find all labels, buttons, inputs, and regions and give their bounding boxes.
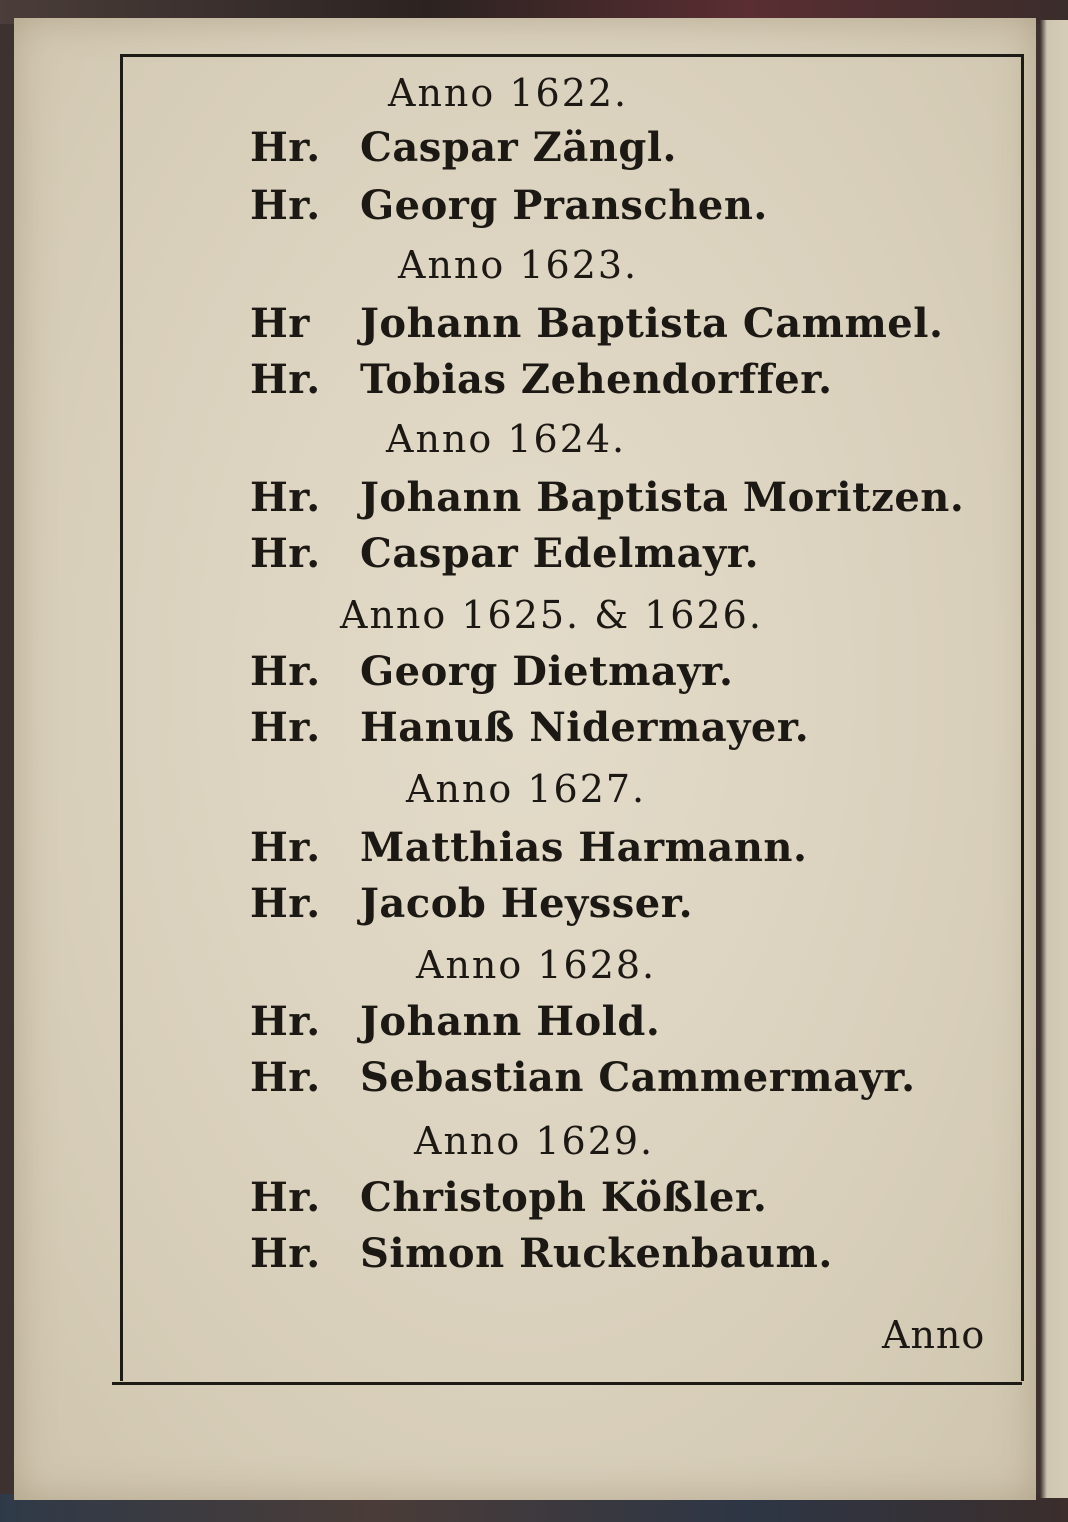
person-name: Caspar Zängl. (360, 124, 677, 171)
list-item (250, 474, 965, 521)
person-name: Sebastian Cammermayr. (360, 1054, 916, 1101)
list-item (250, 1054, 916, 1101)
person-name: Jacob Heysser. (360, 880, 694, 927)
catchword: Anno (882, 1313, 986, 1357)
person-name: Matthias Harmann. (360, 824, 808, 871)
year-heading: Anno 1629. (414, 1119, 655, 1163)
honorific: Hr (250, 300, 310, 347)
list-item (250, 1230, 833, 1277)
person-name: Johann Baptista Moritzen. (360, 474, 965, 521)
list-item (250, 124, 677, 171)
honorific: Hr. (250, 648, 321, 695)
honorific: Hr. (250, 182, 321, 229)
honorific: Hr. (250, 1174, 321, 1221)
list-item (250, 300, 944, 347)
honorific: Hr. (250, 824, 321, 871)
honorific: Hr. (250, 998, 321, 1045)
year-heading: Anno 1622. (388, 71, 629, 115)
honorific: Hr. (250, 356, 321, 403)
honorific: Hr. (250, 124, 321, 171)
list-item (250, 880, 694, 927)
person-name: Johann Baptista Cammel. (360, 300, 944, 347)
honorific: Hr. (250, 474, 321, 521)
honorific: Hr. (250, 880, 321, 927)
list-item (250, 704, 810, 751)
list-item (250, 998, 661, 1045)
list-item (250, 530, 760, 577)
list-item (250, 648, 734, 695)
list-item (250, 824, 808, 871)
year-heading: Anno 1624. (386, 417, 627, 461)
person-name: Simon Ruckenbaum. (360, 1230, 833, 1277)
person-name: Johann Hold. (360, 998, 661, 1045)
person-name: Georg Pranschen. (360, 182, 768, 229)
person-name: Hanuß Nidermayer. (360, 704, 810, 751)
person-name: Caspar Edelmayr. (360, 530, 760, 577)
honorific: Hr. (250, 1230, 321, 1277)
person-name: Christoph Kößler. (360, 1174, 768, 1221)
honorific: Hr. (250, 530, 321, 577)
year-heading: Anno 1627. (406, 767, 647, 811)
person-name: Georg Dietmayr. (360, 648, 734, 695)
year-heading: Anno 1625. & 1626. (340, 593, 763, 637)
year-heading: Anno 1623. (398, 243, 639, 287)
person-name: Tobias Zehendorffer. (360, 356, 833, 403)
list-item (250, 356, 833, 403)
honorific: Hr. (250, 704, 321, 751)
year-heading: Anno 1628. (416, 943, 657, 987)
list-item (250, 182, 768, 229)
list-item (250, 1174, 768, 1221)
honorific: Hr. (250, 1054, 321, 1101)
